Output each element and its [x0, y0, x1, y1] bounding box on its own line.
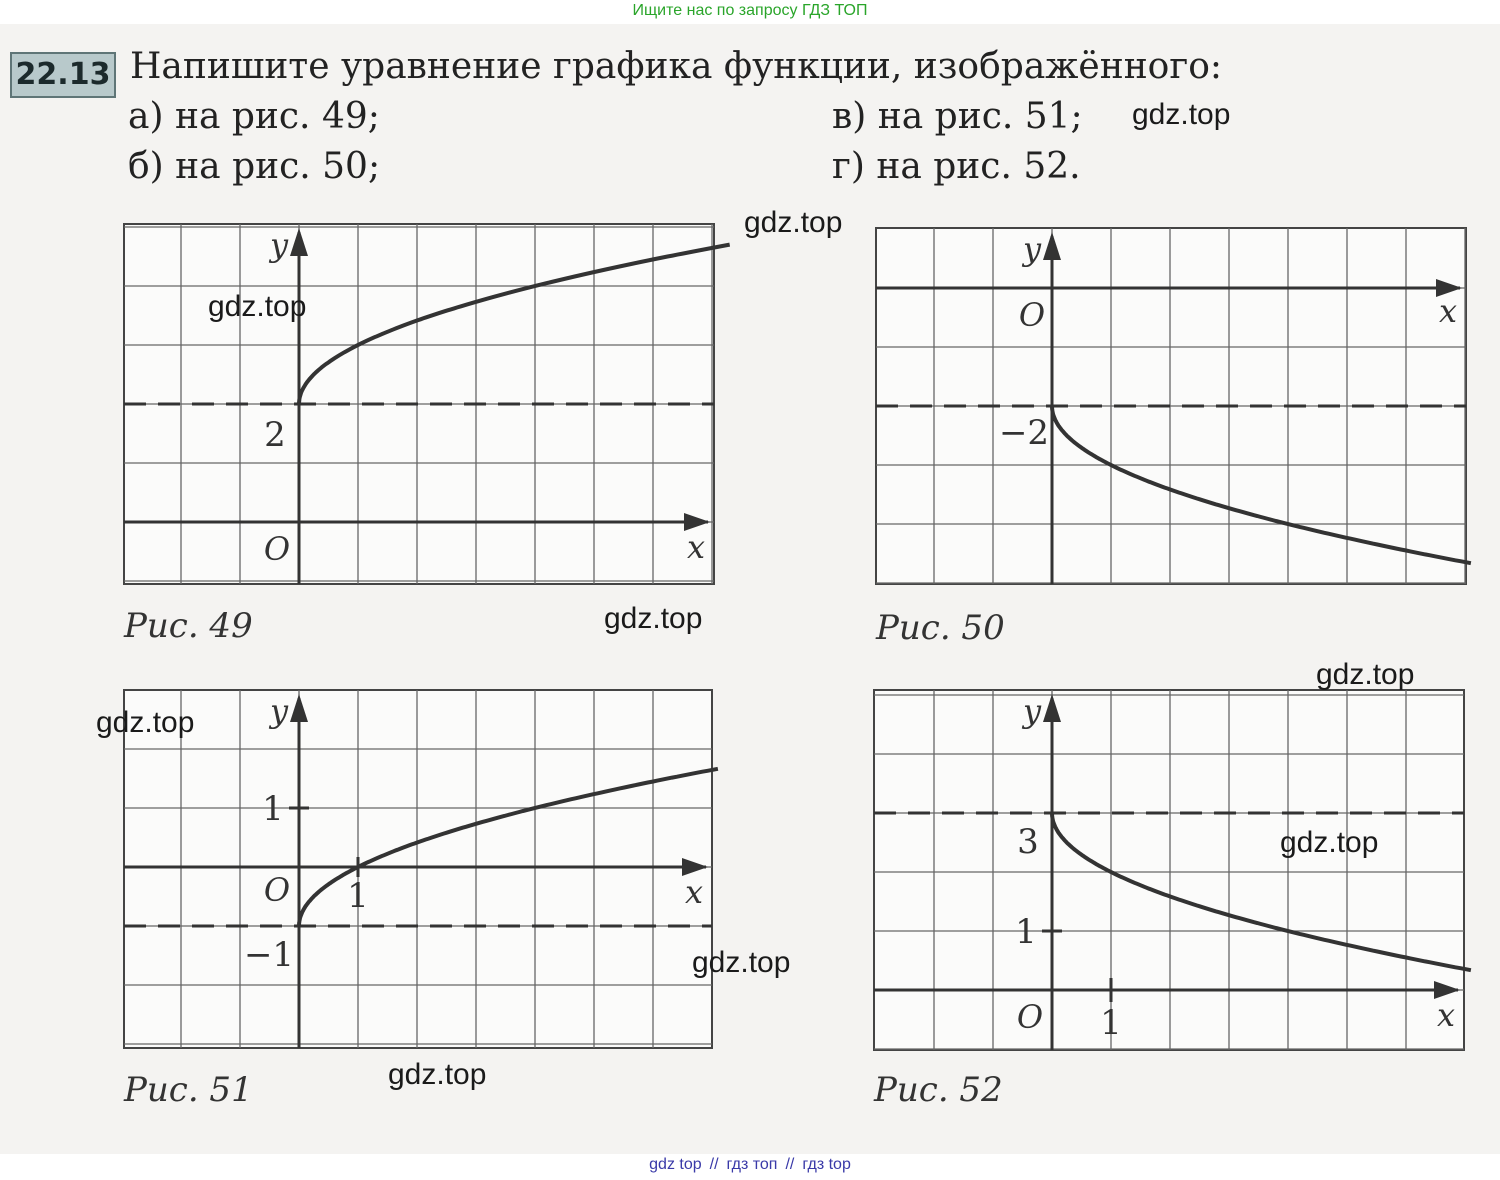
y-tick-label-one: 1 — [262, 789, 284, 829]
grid-frame — [124, 690, 712, 1048]
watermark: gdz.top — [1280, 826, 1379, 859]
watermark: gdz.top — [744, 206, 843, 239]
y-axis-label: y — [269, 226, 289, 264]
level-label: 2 — [264, 415, 286, 455]
watermark: gdz.top — [692, 946, 791, 979]
level-label: 3 — [1017, 822, 1039, 862]
footer-separator: // — [709, 1156, 719, 1173]
watermark: gdz.top — [388, 1058, 487, 1091]
problem-number: 22.13 — [10, 52, 116, 98]
caption-fig-51: Рис. 51 — [124, 1070, 253, 1110]
item-b: б) на рис. 50; — [128, 146, 381, 187]
watermark: gdz.top — [96, 706, 195, 739]
x-tick-label-one: 1 — [347, 876, 369, 916]
problem-title: Напишите уравнение графика функции, изображённого: — [130, 46, 1223, 87]
x-axis-label: x — [1438, 292, 1458, 330]
grid-frame — [874, 690, 1464, 1050]
figure-49 — [124, 224, 714, 584]
x-axis-label: x — [1436, 996, 1456, 1034]
y-axis-label: y — [269, 692, 289, 730]
y-tick-label-one: 1 — [1015, 912, 1037, 952]
caption-fig-50: Рис. 50 — [876, 608, 1005, 648]
footer-link[interactable]: gdz top — [649, 1156, 702, 1173]
watermark: gdz.top — [1132, 98, 1231, 131]
footer-link[interactable]: гдз top — [802, 1156, 851, 1173]
origin-label: O — [1018, 296, 1046, 334]
header-search-link[interactable]: Ищите нас по запросу ГДЗ ТОП — [632, 2, 868, 19]
origin-label: O — [263, 530, 291, 568]
item-a: а) на рис. 49; — [128, 96, 380, 137]
x-axis-label: x — [684, 873, 704, 911]
footer-link[interactable]: гдз топ — [726, 1156, 778, 1173]
x-tick-label-one: 1 — [1100, 1003, 1122, 1043]
caption-fig-49: Рис. 49 — [124, 606, 253, 646]
origin-label: O — [1016, 998, 1044, 1036]
figure-50 — [876, 228, 1466, 584]
footer-separator: // — [785, 1156, 795, 1173]
item-g: г) на рис. 52. — [832, 146, 1081, 187]
x-axis-label: x — [686, 528, 706, 566]
level-label: −1 — [243, 935, 295, 975]
y-axis-label: y — [1022, 230, 1042, 268]
footer-links — [0, 1156, 1500, 1174]
figure-52 — [874, 690, 1464, 1050]
y-axis-label: y — [1022, 692, 1042, 730]
caption-fig-52: Рис. 52 — [874, 1070, 1003, 1110]
watermark: gdz.top — [604, 602, 703, 635]
item-v: в) на рис. 51; — [832, 96, 1083, 137]
watermark: gdz.top — [1316, 658, 1415, 691]
figure-51 — [124, 690, 712, 1048]
watermark: gdz.top — [208, 290, 307, 323]
origin-label: O — [263, 871, 291, 909]
level-label: −2 — [998, 413, 1050, 453]
